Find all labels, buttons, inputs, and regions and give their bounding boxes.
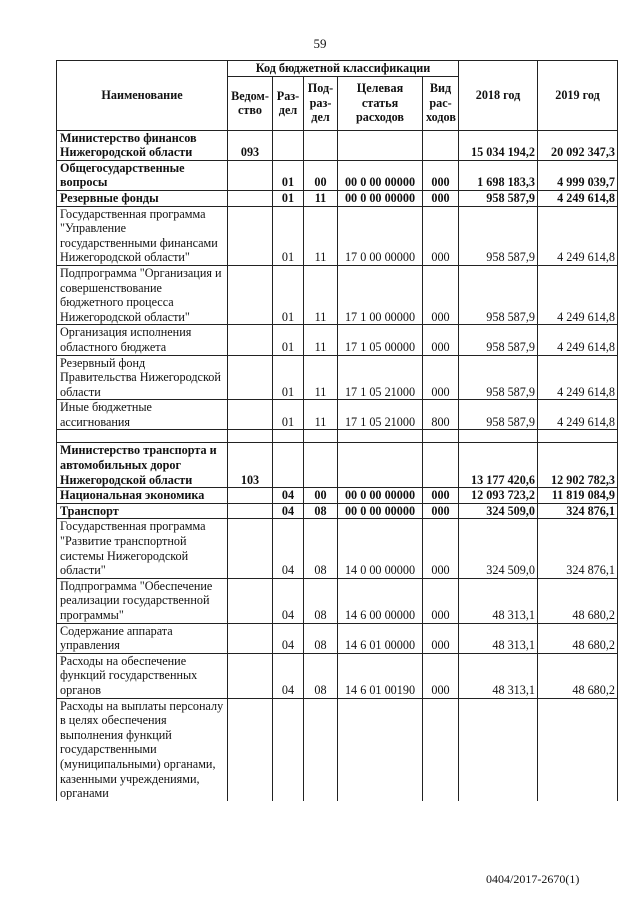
cell-statya: 17 1 00 00000 bbox=[338, 265, 423, 324]
cell-statya bbox=[338, 130, 423, 160]
table-row bbox=[57, 400, 618, 430]
cell-podrazdel: 08 bbox=[304, 578, 338, 623]
cell-vid: 800 bbox=[423, 400, 459, 430]
cell-2018: 958 587,9 bbox=[459, 206, 538, 265]
cell-vid: 000 bbox=[423, 503, 459, 519]
cell-2018: 958 587,9 bbox=[459, 400, 538, 430]
cell-vedomstvo bbox=[228, 355, 273, 400]
col-header-statya: Целевая статья расходов bbox=[338, 76, 423, 130]
cell-podrazdel bbox=[304, 698, 338, 801]
cell-2019: 20 092 347,3 bbox=[538, 130, 618, 160]
cell-name: Транспорт bbox=[57, 503, 228, 519]
col-header-podrazdel: Под-раз-дел bbox=[304, 76, 338, 130]
cell-vedomstvo bbox=[228, 265, 273, 324]
cell-razdel: 04 bbox=[273, 623, 304, 653]
cell-razdel: 01 bbox=[273, 265, 304, 324]
table-row-spacer bbox=[57, 430, 618, 443]
table-row bbox=[57, 206, 618, 265]
cell-2019: 4 249 614,8 bbox=[538, 325, 618, 355]
cell-podrazdel: 08 bbox=[304, 623, 338, 653]
cell-2019: 4 249 614,8 bbox=[538, 265, 618, 324]
cell-statya: 14 6 00 00000 bbox=[338, 578, 423, 623]
cell-razdel: 04 bbox=[273, 503, 304, 519]
cell-vid bbox=[423, 698, 459, 801]
col-header-vid: Вид рас-ходов bbox=[423, 76, 459, 130]
cell-podrazdel: 00 bbox=[304, 488, 338, 504]
cell-vedomstvo bbox=[228, 160, 273, 190]
cell-statya: 17 0 00 00000 bbox=[338, 206, 423, 265]
cell-vid: 000 bbox=[423, 355, 459, 400]
cell-vid: 000 bbox=[423, 325, 459, 355]
col-header-name: Наименование bbox=[57, 61, 228, 131]
cell-2018: 13 177 420,6 bbox=[459, 443, 538, 488]
cell-name: Общегосударственные вопросы bbox=[57, 160, 228, 190]
cell-podrazdel: 08 bbox=[304, 503, 338, 519]
table-row bbox=[57, 443, 618, 488]
cell-podrazdel bbox=[304, 130, 338, 160]
cell-vedomstvo bbox=[228, 578, 273, 623]
cell-statya: 00 0 00 00000 bbox=[338, 190, 423, 206]
cell-statya bbox=[338, 443, 423, 488]
cell-razdel bbox=[273, 130, 304, 160]
cell-razdel: 01 bbox=[273, 325, 304, 355]
cell-2018: 48 313,1 bbox=[459, 653, 538, 698]
cell-2018: 48 313,1 bbox=[459, 578, 538, 623]
cell-2019: 12 902 782,3 bbox=[538, 443, 618, 488]
cell-name: Национальная экономика bbox=[57, 488, 228, 504]
cell-2019: 4 249 614,8 bbox=[538, 400, 618, 430]
table-row bbox=[57, 355, 618, 400]
cell-2019 bbox=[538, 430, 618, 443]
cell-vid: 000 bbox=[423, 653, 459, 698]
cell-name: Расходы на обеспечение функций государственных органов bbox=[57, 653, 228, 698]
cell-2018: 48 313,1 bbox=[459, 623, 538, 653]
cell-podrazdel: 11 bbox=[304, 400, 338, 430]
cell-name: Резервный фонд Правительства Нижегородской области bbox=[57, 355, 228, 400]
cell-statya: 14 0 00 00000 bbox=[338, 519, 423, 578]
cell-vid bbox=[423, 430, 459, 443]
cell-statya: 00 0 00 00000 bbox=[338, 160, 423, 190]
cell-2019: 48 680,2 bbox=[538, 623, 618, 653]
cell-podrazdel bbox=[304, 443, 338, 488]
cell-statya: 00 0 00 00000 bbox=[338, 503, 423, 519]
cell-2019: 11 819 084,9 bbox=[538, 488, 618, 504]
cell-2018: 958 587,9 bbox=[459, 355, 538, 400]
cell-2018 bbox=[459, 698, 538, 801]
cell-2018: 958 587,9 bbox=[459, 325, 538, 355]
cell-vedomstvo bbox=[228, 488, 273, 504]
cell-vedomstvo: 103 bbox=[228, 443, 273, 488]
cell-name: Организация исполнения областного бюджета bbox=[57, 325, 228, 355]
table-row bbox=[57, 623, 618, 653]
cell-name: Иные бюджетные ассигнования bbox=[57, 400, 228, 430]
cell-vid: 000 bbox=[423, 190, 459, 206]
cell-vedomstvo bbox=[228, 430, 273, 443]
cell-vedomstvo bbox=[228, 190, 273, 206]
cell-name: Министерство транспорта и автомобильных дорог Нижегородской области bbox=[57, 443, 228, 488]
cell-2019: 324 876,1 bbox=[538, 519, 618, 578]
cell-2018: 324 509,0 bbox=[459, 519, 538, 578]
cell-2018: 958 587,9 bbox=[459, 265, 538, 324]
cell-vedomstvo bbox=[228, 206, 273, 265]
cell-name: Резервные фонды bbox=[57, 190, 228, 206]
cell-2018: 958 587,9 bbox=[459, 190, 538, 206]
table-row bbox=[57, 503, 618, 519]
cell-vid bbox=[423, 130, 459, 160]
cell-vid: 000 bbox=[423, 265, 459, 324]
cell-vedomstvo: 093 bbox=[228, 130, 273, 160]
cell-2018: 12 093 723,2 bbox=[459, 488, 538, 504]
cell-razdel: 04 bbox=[273, 578, 304, 623]
cell-razdel: 01 bbox=[273, 400, 304, 430]
cell-name: Министерство финансов Нижегородской области bbox=[57, 130, 228, 160]
cell-podrazdel: 11 bbox=[304, 325, 338, 355]
cell-2018: 324 509,0 bbox=[459, 503, 538, 519]
table-body bbox=[57, 130, 618, 801]
cell-name: Содержание аппарата управления bbox=[57, 623, 228, 653]
table-row bbox=[57, 698, 618, 801]
cell-statya: 17 1 05 21000 bbox=[338, 355, 423, 400]
cell-2019: 324 876,1 bbox=[538, 503, 618, 519]
cell-podrazdel: 08 bbox=[304, 519, 338, 578]
cell-razdel: 04 bbox=[273, 488, 304, 504]
cell-vid: 000 bbox=[423, 519, 459, 578]
cell-podrazdel bbox=[304, 430, 338, 443]
cell-vedomstvo bbox=[228, 519, 273, 578]
cell-razdel: 01 bbox=[273, 190, 304, 206]
cell-2019: 4 249 614,8 bbox=[538, 355, 618, 400]
table-row bbox=[57, 653, 618, 698]
cell-razdel bbox=[273, 443, 304, 488]
cell-2018: 15 034 194,2 bbox=[459, 130, 538, 160]
table-row bbox=[57, 325, 618, 355]
budget-table bbox=[56, 60, 618, 801]
cell-name: Государственная программа "Развитие транспортной системы Нижегородской области" bbox=[57, 519, 228, 578]
cell-statya: 00 0 00 00000 bbox=[338, 488, 423, 504]
cell-vedomstvo bbox=[228, 623, 273, 653]
cell-vid: 000 bbox=[423, 160, 459, 190]
col-header-2019: 2019 год bbox=[538, 61, 618, 131]
cell-statya: 17 1 05 21000 bbox=[338, 400, 423, 430]
cell-vedomstvo bbox=[228, 698, 273, 801]
cell-vid: 000 bbox=[423, 488, 459, 504]
cell-razdel: 01 bbox=[273, 160, 304, 190]
cell-vid bbox=[423, 443, 459, 488]
table-row bbox=[57, 519, 618, 578]
table-row bbox=[57, 488, 618, 504]
cell-vid: 000 bbox=[423, 623, 459, 653]
cell-name: Подпрограмма "Организация и совершенствование бюджетного процесса Нижегородской области" bbox=[57, 265, 228, 324]
document-code: 0404/2017-2670(1) bbox=[486, 872, 580, 886]
cell-vedomstvo bbox=[228, 325, 273, 355]
cell-podrazdel: 00 bbox=[304, 160, 338, 190]
cell-statya: 14 6 01 00000 bbox=[338, 623, 423, 653]
cell-2018 bbox=[459, 430, 538, 443]
table-row bbox=[57, 130, 618, 160]
cell-statya: 17 1 05 00000 bbox=[338, 325, 423, 355]
table-row bbox=[57, 265, 618, 324]
cell-statya: 14 6 01 00190 bbox=[338, 653, 423, 698]
cell-2019: 4 249 614,8 bbox=[538, 190, 618, 206]
cell-name bbox=[57, 430, 228, 443]
cell-vedomstvo bbox=[228, 653, 273, 698]
cell-razdel: 04 bbox=[273, 653, 304, 698]
cell-2019: 4 249 614,8 bbox=[538, 206, 618, 265]
cell-vid: 000 bbox=[423, 206, 459, 265]
cell-2018: 1 698 183,3 bbox=[459, 160, 538, 190]
cell-name: Государственная программа "Управление государственными финансами Нижегородской области" bbox=[57, 206, 228, 265]
col-header-2018: 2018 год bbox=[459, 61, 538, 131]
cell-razdel: 01 bbox=[273, 206, 304, 265]
cell-podrazdel: 08 bbox=[304, 653, 338, 698]
page-number: 59 bbox=[313, 36, 327, 51]
cell-vid: 000 bbox=[423, 578, 459, 623]
col-header-vedomstvo: Ведом-ство bbox=[228, 76, 273, 130]
col-header-razdel: Раз-дел bbox=[273, 76, 304, 130]
table-row bbox=[57, 160, 618, 190]
cell-vedomstvo bbox=[228, 503, 273, 519]
cell-podrazdel: 11 bbox=[304, 355, 338, 400]
cell-2019: 4 999 039,7 bbox=[538, 160, 618, 190]
cell-razdel: 04 bbox=[273, 519, 304, 578]
cell-name: Подпрограмма "Обеспечение реализации государственной программы" bbox=[57, 578, 228, 623]
cell-statya bbox=[338, 430, 423, 443]
cell-razdel bbox=[273, 430, 304, 443]
cell-razdel: 01 bbox=[273, 355, 304, 400]
cell-podrazdel: 11 bbox=[304, 190, 338, 206]
table-row bbox=[57, 578, 618, 623]
cell-podrazdel: 11 bbox=[304, 206, 338, 265]
cell-statya bbox=[338, 698, 423, 801]
cell-razdel bbox=[273, 698, 304, 801]
col-header-group: Код бюджетной классификации bbox=[228, 61, 459, 77]
cell-podrazdel: 11 bbox=[304, 265, 338, 324]
table-row bbox=[57, 190, 618, 206]
cell-2019 bbox=[538, 698, 618, 801]
cell-2019: 48 680,2 bbox=[538, 653, 618, 698]
cell-2019: 48 680,2 bbox=[538, 578, 618, 623]
cell-vedomstvo bbox=[228, 400, 273, 430]
cell-name: Расходы на выплаты персоналу в целях обеспечения выполнения функций государственными (муниципальными) органами, казенными учреждениями, органами bbox=[57, 698, 228, 801]
